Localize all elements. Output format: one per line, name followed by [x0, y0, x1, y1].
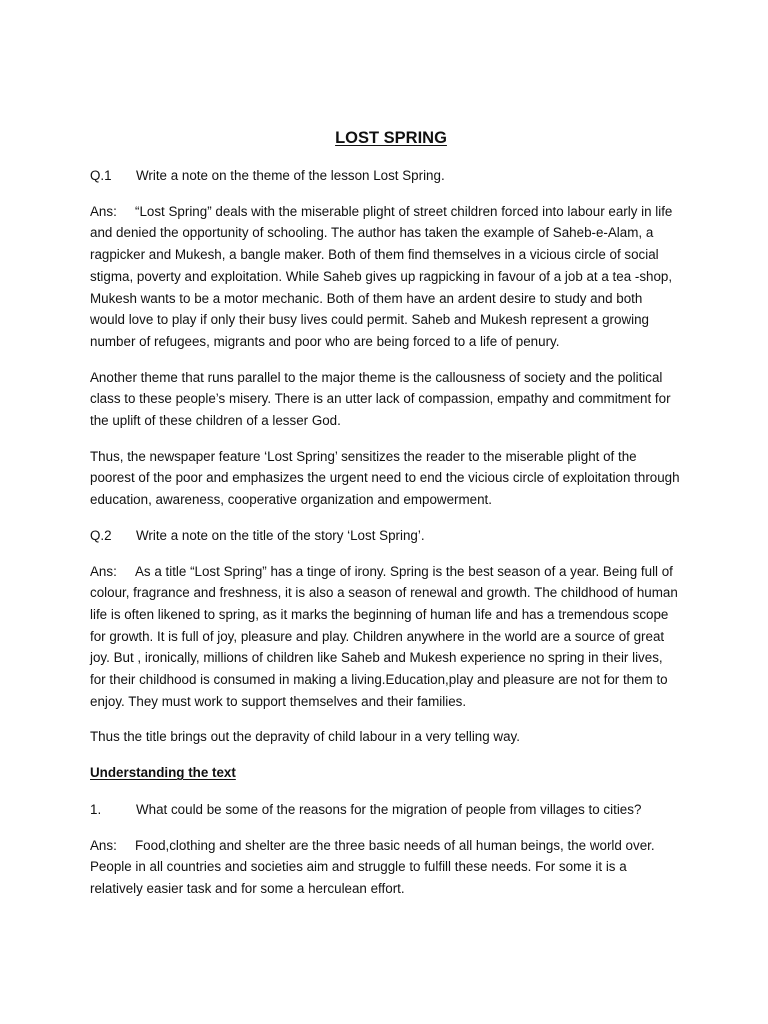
answer-text: As a title “Lost Spring” has a tinge of irony. Spring is the best season of a year. Being full of colour, fragrance and freshness, it is also a season of renewal and growth. The childhood of human life is often likened to spring, as it marks the beginning of human life and has a tremendous scope for growth. It is full of joy, pleasure and play. Children anywhere in the world are a source of great joy. But , ironically, millions of children like Saheb and Mukesh experience no spring in their lives, for their childhood is consumed in making a living.Education,play and pleasure are not for them to enjoy. They must work to support themselves and their families. — [90, 563, 678, 709]
answer-label: Ans: — [90, 837, 117, 853]
page-title-text: LOST SPRING — [335, 129, 447, 147]
answer-1-paragraph-3: Thus, the newspaper feature ‘Lost Spring’ sensitizes the reader to the miserable plight of the poorest of the poor and emphasizes the urgent need to end the vicious circle of exploitation through education, awareness, cooperative organization and empowerment. — [90, 448, 680, 508]
question-text: Write a note on the theme of the lesson Lost Spring. — [136, 168, 445, 183]
understanding-question-1 — [90, 799, 680, 821]
answer-2-paragraph-1 — [90, 561, 680, 713]
answer-1-paragraph-1 — [90, 201, 680, 353]
question-1 — [90, 165, 680, 187]
answer-text: “Lost Spring” deals with the miserable plight of street children forced into labour early in life and denied the opportunity of schooling. The author has taken the example of Saheb-e-Alam, a ragpicker and Mukesh, a bangle maker. Both of them find themselves in a vicious circle of social stigma, poverty and exploitation. While Saheb gives up ragpicking in favour of a job at a tea -shop, Mukesh wants to be a motor mechanic. Both of them have an ardent desire to study and both would love to play if only their busy lives could permit. Saheb and Mukesh represent a growing number of refugees, migrants and poor who are being forced to a life of penury. — [90, 203, 673, 349]
understanding-answer-1 — [90, 835, 680, 900]
question-2 — [90, 525, 680, 547]
answer-label: Ans: — [90, 563, 117, 579]
question-text: Write a note on the title of the story ‘Lost Spring’. — [136, 527, 425, 543]
answer-label: Ans: — [90, 203, 117, 219]
answer-2-paragraph-2: Thus the title brings out the depravity of child labour in a very telling way. — [90, 729, 520, 745]
section-heading-text: Understanding the text — [90, 765, 236, 781]
page-title — [90, 126, 680, 150]
question-number: Q.2 — [90, 527, 112, 543]
question-number: 1. — [90, 801, 102, 817]
question-text: What could be some of the reasons for the migration of people from villages to cities? — [136, 801, 642, 817]
question-number: Q.1 — [90, 168, 112, 183]
document-content — [90, 126, 680, 914]
answer-text: Food,clothing and shelter are the three basic needs of all human beings, the world over. People in all countries and societies aim and struggle to fulfill these needs. For some it is a relatively easier task and for some a herculean effort. — [90, 837, 655, 896]
section-heading — [90, 762, 680, 784]
answer-1-paragraph-2: Another theme that runs parallel to the major theme is the callousness of society and the political class to these people’s misery. There is an utter lack of compassion, empathy and commitment for the uplift of these children of a lesser God. — [90, 369, 671, 429]
